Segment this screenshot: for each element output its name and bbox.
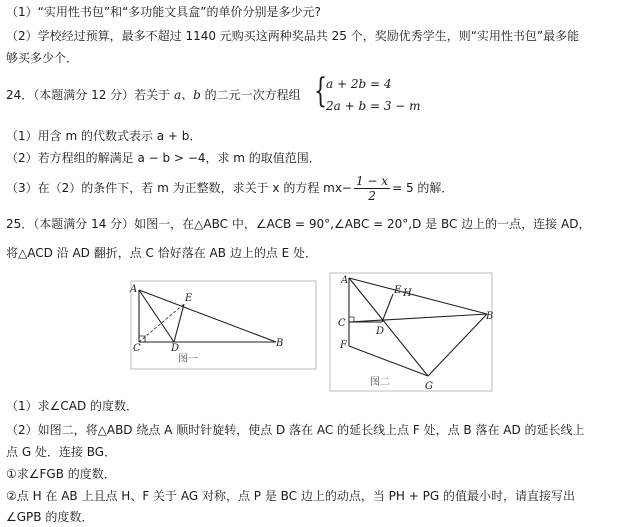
q1-text: （1）“实用性书包”和“多功能文具盒”的单价分别是多少元? xyxy=(6,5,321,19)
problem-24-variables: a、b xyxy=(174,88,201,102)
problem-25-part1: （1）求∠CAD 的度数． xyxy=(6,399,139,413)
problem-25-sub1: ①求∠FGB 的度数． xyxy=(6,467,116,481)
problem-25-part2-line1: （2）如图二，将△ABD 绕点 A 顺时针旋转，使点 D 落在 AC 的延长线上点 F 处，点 B 落在 AD 的延长线上 xyxy=(6,423,585,437)
problem-24-part3-tail: = 5 的解． xyxy=(392,181,454,195)
fig1-label-b: B xyxy=(276,338,284,349)
fig2-label-d: D xyxy=(376,326,385,337)
problem-25-line1: 25．（本题满分 14 分）如图一，在△ABC 中，∠ACB = 90°,∠ABC = 20°,D 是 BC 边上的一点，连接 AD， xyxy=(6,217,591,231)
problem-24-part2: （2）若方程组的解满足 a − b > −4，求 m 的取值范围． xyxy=(6,151,321,165)
figure-2-shape xyxy=(349,278,487,376)
fig2-label-f: F xyxy=(340,340,347,351)
problem-24-part1: （1）用含 m 的代数式表示 a + b． xyxy=(6,129,202,143)
equation-line-2: 2a + b = 3 − m xyxy=(326,99,421,113)
equation-line-1: a + 2b = 4 xyxy=(326,77,392,91)
fig1-label-e: E xyxy=(185,293,193,304)
fraction-denominator: 2 xyxy=(368,189,376,203)
fig2-label-e: E xyxy=(394,285,402,296)
problem-24-intro: 24．（本题满分 12 分）若关于 xyxy=(6,88,171,102)
fig2-label-b: B xyxy=(486,311,494,322)
fig1-label-d: D xyxy=(171,343,180,354)
q2-text-line2: 够买多少个． xyxy=(6,51,79,65)
problem-24-part3-head: （3）在（2）的条件下，若 m 为正整数，求关于 x 的方程 mx− xyxy=(6,181,352,195)
problem-25-part2-line2: 点 G 处．连接 BG． xyxy=(6,445,117,459)
q2-text-line1: （2）学校经过预算，最多不超过 1140 元购买这两种奖品共 25 个，奖励优秀学生，则“实用性书包”最多能 xyxy=(6,29,580,43)
fig2-label-g: G xyxy=(425,381,433,392)
problem-25-line2: 将△ACD 沿 AD 翻折，点 C 恰好落在 AB 边上的点 E 处． xyxy=(6,246,318,260)
problem-25-sub2-line2: ∠GPB 的度数． xyxy=(6,510,94,524)
fig2-caption: 图二 xyxy=(370,377,390,388)
fraction-numerator: 1 − x xyxy=(355,174,389,188)
fig1-caption: 图一 xyxy=(178,354,198,365)
fig2-label-h: H xyxy=(403,288,412,299)
problem-25-sub2-line1: ②点 H 在 AB 上且点 H、F 关于 AG 对称，点 P 是 BC 边上的动点，当 PH + PG 的值最小时，请直接写出 xyxy=(6,489,575,503)
equation-brace: { xyxy=(314,71,327,111)
fig2-label-c: C xyxy=(338,318,346,329)
fig1-label-a: A xyxy=(130,284,138,295)
figure-1-shape xyxy=(139,290,276,342)
fig2-label-a: A xyxy=(341,275,349,286)
fig1-label-c: C xyxy=(133,343,141,354)
problem-24-system-label: 的二元一次方程组 xyxy=(204,88,301,102)
